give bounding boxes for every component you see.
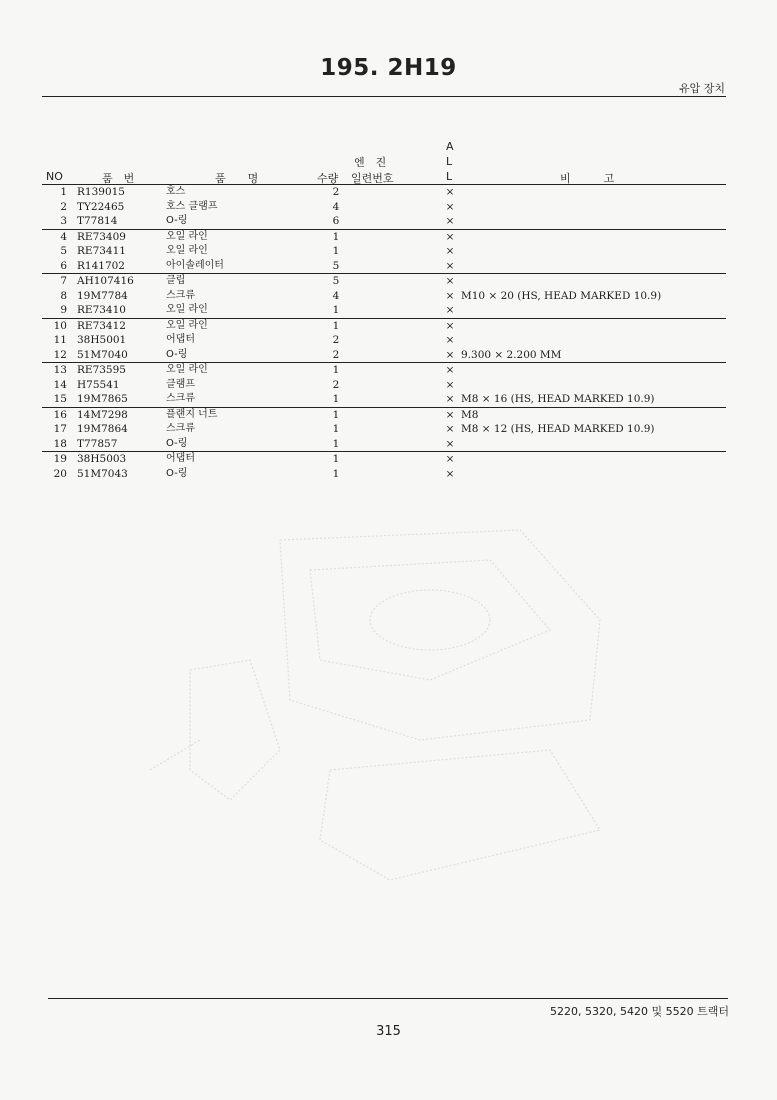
row-qty: 1: [332, 245, 340, 257]
row-qty: 4: [332, 289, 340, 302]
row-part-name: 스크류: [166, 393, 195, 404]
row-all-mark: ×: [445, 275, 455, 287]
table-row: [42, 289, 726, 304]
row-part-number: 14M7298: [77, 408, 128, 421]
row-no: 20: [53, 467, 67, 480]
all-header-l2: L: [446, 170, 453, 183]
row-no: 9: [60, 304, 67, 316]
table-row: [42, 467, 726, 482]
row-no: 7: [60, 275, 67, 287]
table-row: [42, 230, 726, 245]
row-no: 8: [60, 289, 67, 302]
no-header: NO: [46, 170, 63, 183]
row-no: 6: [60, 259, 67, 272]
row-part-name: O-링: [166, 348, 188, 360]
row-part-name: 클램프: [166, 378, 195, 390]
row-part-name: 어댑터: [166, 453, 195, 464]
qty-header: 수량: [317, 172, 339, 185]
row-part-number: T77857: [77, 437, 118, 450]
row-all-mark: ×: [445, 378, 455, 391]
row-qty: 1: [332, 319, 340, 332]
row-all-mark: ×: [445, 259, 455, 272]
row-no: 12: [53, 348, 67, 361]
table-row: [42, 333, 726, 348]
engine-header-line1: 엔 진: [354, 156, 387, 169]
row-part-number: RE73409: [77, 230, 126, 243]
row-no: 16: [53, 408, 67, 421]
row-part-name: 어댑터: [166, 334, 195, 345]
row-part-number: 19M7864: [77, 423, 128, 435]
row-qty: 6: [332, 215, 340, 227]
table-row: [42, 363, 726, 378]
row-part-number: RE73411: [77, 245, 126, 257]
row-part-number: R139015: [77, 186, 125, 198]
table-row: [42, 378, 726, 393]
all-header-l1: L: [446, 155, 453, 168]
row-all-mark: ×: [445, 423, 455, 435]
row-no: 1: [60, 186, 67, 198]
row-qty: 1: [332, 364, 340, 376]
row-no: 4: [60, 230, 67, 243]
row-no: 2: [60, 200, 67, 213]
row-part-number: 19M7784: [77, 289, 128, 302]
table-row: [42, 185, 726, 200]
remarks-header: 비 고: [560, 172, 615, 185]
footer-models: 5220, 5320, 5420 및 5520 트랙터: [550, 1005, 729, 1018]
row-part-name: 아이솔레이터: [166, 259, 224, 271]
row-qty: 1: [332, 393, 340, 405]
row-all-mark: ×: [445, 186, 455, 198]
table-row: [42, 348, 726, 364]
table-row: [42, 200, 726, 215]
row-qty: 1: [332, 423, 340, 435]
row-part-number: 38H5003: [77, 453, 127, 465]
row-all-mark: ×: [445, 319, 455, 332]
row-qty: 2: [332, 348, 340, 361]
row-qty: 2: [332, 378, 340, 391]
row-part-name: 스크류: [166, 289, 195, 301]
row-qty: 1: [332, 437, 340, 450]
row-no: 19: [53, 453, 67, 465]
row-all-mark: ×: [445, 215, 455, 227]
row-qty: 4: [332, 200, 340, 213]
row-part-number: 19M7865: [77, 393, 128, 405]
row-no: 11: [53, 334, 67, 346]
row-part-number: RE73412: [77, 319, 126, 332]
row-part-name: 오일 라인: [166, 319, 208, 331]
part-number-header: 품 번: [102, 172, 135, 185]
row-part-number: RE73410: [77, 304, 126, 316]
row-part-name: 오일 라인: [166, 364, 208, 375]
row-remark: 9.300 × 2.200 MM: [461, 348, 562, 361]
row-no: 14: [53, 378, 67, 391]
table-row: [42, 422, 726, 437]
row-part-name: 플랜지 너트: [166, 408, 218, 420]
row-part-name: O-링: [166, 437, 188, 449]
table-row: [42, 214, 726, 230]
table-row: [42, 452, 726, 467]
row-all-mark: ×: [445, 334, 455, 346]
row-all-mark: ×: [445, 289, 455, 302]
row-no: 10: [53, 319, 67, 332]
row-all-mark: ×: [445, 348, 455, 361]
row-qty: 1: [332, 453, 340, 465]
faint-parts-illustration: [130, 500, 650, 910]
row-no: 3: [60, 215, 67, 227]
row-remark: M8 × 12 (HS, HEAD MARKED 10.9): [461, 423, 655, 435]
row-remark: M10 × 20 (HS, HEAD MARKED 10.9): [461, 289, 662, 302]
row-part-name: 스크류: [166, 423, 195, 434]
table-row: [42, 303, 726, 319]
top-divider: [42, 96, 726, 97]
row-no: 5: [60, 245, 67, 257]
row-part-name: O-링: [166, 467, 188, 479]
table-row: [42, 437, 726, 453]
engine-header-line2: 일련번호: [351, 172, 394, 185]
row-part-number: R141702: [77, 259, 125, 272]
row-part-name: 오일 라인: [166, 245, 208, 256]
row-part-number: 51M7040: [77, 348, 128, 361]
row-remark: M8 × 16 (HS, HEAD MARKED 10.9): [461, 393, 655, 405]
row-all-mark: ×: [445, 467, 455, 480]
row-part-number: AH107416: [77, 275, 134, 287]
row-part-number: TY22465: [77, 200, 125, 213]
row-qty: 1: [332, 304, 340, 316]
row-qty: 1: [332, 230, 340, 243]
row-qty: 2: [332, 334, 340, 346]
row-part-name: 호스 클램프: [166, 200, 218, 212]
table-row: [42, 244, 726, 259]
row-part-name: O-링: [166, 215, 188, 226]
all-header-a: A: [446, 140, 454, 153]
row-qty: 5: [332, 259, 340, 272]
parts-table: [42, 185, 726, 481]
row-qty: 5: [332, 275, 340, 287]
row-part-number: 51M7043: [77, 467, 128, 480]
table-row: [42, 319, 726, 334]
row-remark: M8: [461, 408, 479, 421]
row-qty: 1: [332, 467, 340, 480]
table-row: [42, 274, 726, 289]
row-part-name: 오일 라인: [166, 230, 208, 242]
row-all-mark: ×: [445, 200, 455, 213]
part-name-header: 품 명: [215, 172, 259, 185]
table-row: [42, 392, 726, 408]
footer-divider: [48, 998, 728, 999]
page-number: 315: [376, 1024, 401, 1039]
row-all-mark: ×: [445, 393, 455, 405]
row-part-number: RE73595: [77, 364, 126, 376]
row-part-name: 클립: [166, 275, 186, 286]
page-title: 195. 2H19: [320, 55, 457, 81]
row-part-number: T77814: [77, 215, 118, 227]
row-all-mark: ×: [445, 245, 455, 257]
row-all-mark: ×: [445, 453, 455, 465]
table-row: [42, 259, 726, 275]
row-part-number: 38H5001: [77, 334, 127, 346]
row-part-number: H75541: [77, 378, 120, 391]
row-qty: 2: [332, 186, 340, 198]
row-part-name: 오일 라인: [166, 304, 208, 315]
row-all-mark: ×: [445, 304, 455, 316]
row-qty: 1: [332, 408, 340, 421]
row-no: 15: [53, 393, 67, 405]
row-no: 13: [53, 364, 67, 376]
row-all-mark: ×: [445, 364, 455, 376]
table-row: [42, 408, 726, 423]
row-all-mark: ×: [445, 437, 455, 450]
row-all-mark: ×: [445, 230, 455, 243]
row-no: 17: [53, 423, 67, 435]
section-label: 유압 장치: [678, 82, 725, 95]
row-part-name: 호스: [166, 186, 186, 197]
row-no: 18: [53, 437, 67, 450]
row-all-mark: ×: [445, 408, 455, 421]
